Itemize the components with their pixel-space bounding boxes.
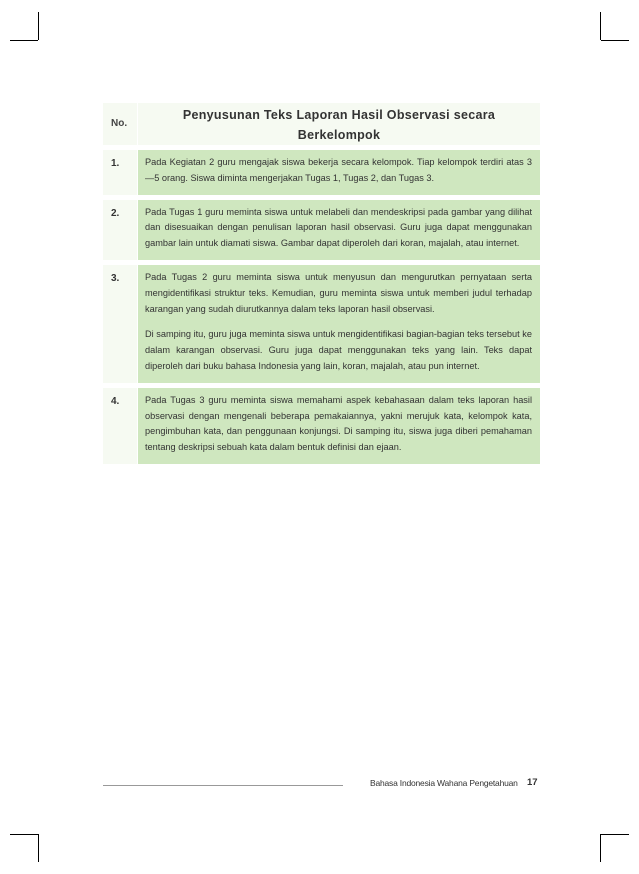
table-row xyxy=(103,383,540,464)
row-content xyxy=(138,265,540,383)
row-content xyxy=(138,150,540,195)
page-number: 17 xyxy=(527,777,538,788)
table-row xyxy=(103,145,540,195)
table-header-row xyxy=(103,103,540,145)
table-row xyxy=(103,195,540,260)
row-paragraph: Di samping itu, guru juga meminta siswa untuk mengidentifikasi bagian-bagian teks tersebut ke dalam karangan observasi. Guru juga dapat menggunakan teks yang lain. Teks dapat diperoleh dari buku bahasa Indonesia yang lain, koran, majalah, atau pun internet. xyxy=(145,329,532,371)
header-no: No. xyxy=(103,103,137,145)
row-paragraph: Pada Tugas 3 guru meminta siswa memahami aspek kebahasaan dalam teks laporan hasil observasi dengan mengenali beberapa pemakaiannya, yakni merujuk kata, kelompok kata, pengimbuhan kata, dan penggunaan konjungsi. Di samping itu, siswa juga diberi pemahaman tentang deskripsi sebuah kata dalam bentuk definisi dan ejaan. xyxy=(145,394,532,453)
crop-mark-br-h xyxy=(601,834,629,835)
crop-mark-tr-v xyxy=(600,12,601,40)
crop-mark-tl-h xyxy=(10,40,38,41)
row-number: 4. xyxy=(103,388,137,464)
row-number: 2. xyxy=(103,200,137,260)
row-content xyxy=(138,388,540,464)
crop-mark-bl-h xyxy=(10,834,38,835)
row-content xyxy=(138,200,540,260)
crop-mark-bl-v xyxy=(38,834,39,862)
crop-mark-tr-h xyxy=(601,40,629,41)
crop-mark-br-v xyxy=(600,834,601,862)
header-title-line1: Penyusunan Teks Laporan Hasil Observasi secara xyxy=(182,108,496,122)
row-paragraph: Pada Tugas 1 guru meminta siswa untuk melabeli dan mendeskripsi pada gambar yang dilihat dan disesuaikan dengan penulisan laporan hasil observasi. Guru juga dapat menggunakan gambar lain untuk diamati siswa. Gambar dapat diperoleh dari koran, majalah, atau internet. xyxy=(145,206,532,249)
footer-rule xyxy=(103,785,343,786)
crop-mark-tl-v xyxy=(38,12,39,40)
header-title xyxy=(138,103,540,145)
header-title-line2: Berkelompok xyxy=(297,128,381,142)
row-number: 1. xyxy=(103,150,137,195)
footer-book-title: Bahasa Indonesia Wahana Pengetahuan xyxy=(370,778,518,788)
table-row xyxy=(103,260,540,383)
row-paragraph: Pada Tugas 2 guru meminta siswa untuk menyusun dan mengurutkan pernyataan serta mengidentifikasi struktur teks. Kemudian, guru meminta siswa untuk memberi judul terhadap karangan yang sudah diurutkannya dalam teks laporan hasil observasi. xyxy=(145,271,532,314)
row-number: 3. xyxy=(103,265,137,383)
row-paragraph: Pada Kegiatan 2 guru mengajak siswa bekerja secara kelompok. Tiap kelompok terdiri atas 3—5 orang. Siswa diminta mengerjakan Tugas 1, Tugas 2, dan Tugas 3. xyxy=(145,157,532,183)
observation-table xyxy=(103,103,540,464)
